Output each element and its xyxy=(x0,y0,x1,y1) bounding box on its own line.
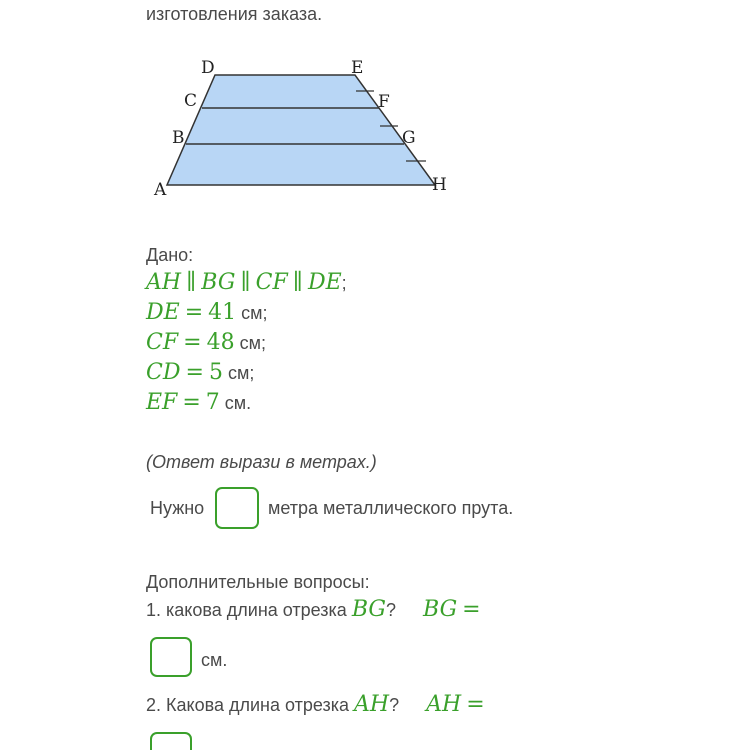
label-b: B xyxy=(172,128,185,148)
trapezoid-shape xyxy=(167,75,435,185)
bg-answer-unit: см. xyxy=(201,650,228,670)
trapezoid-figure xyxy=(140,50,470,210)
equals-sign: = xyxy=(183,330,202,355)
equals-sign: = xyxy=(185,360,204,385)
semicolon: ; xyxy=(341,273,347,293)
label-e: E xyxy=(351,58,364,78)
intro-text: изготовления заказа. xyxy=(146,4,323,24)
question-2-qmark: ? xyxy=(389,695,400,715)
answer-note: (Ответ вырази в метрах.) xyxy=(146,452,377,472)
question-2-rhs-var: AH xyxy=(426,692,462,717)
question-1-equals: = xyxy=(462,597,481,622)
given-cd-unit: см; xyxy=(222,363,255,383)
extra-heading: Дополнительные вопросы: xyxy=(146,572,370,592)
given-cf-value: 48 xyxy=(206,330,235,355)
ah-answer-input[interactable] xyxy=(150,732,192,750)
question-1-rhs-var: BG xyxy=(423,597,458,622)
question-2-text: 2. Какова длина отрезка xyxy=(146,695,350,715)
parallel-sign: ∥ xyxy=(240,270,251,295)
given-cf-unit: см; xyxy=(234,333,266,353)
bg-answer-input[interactable] xyxy=(150,637,192,677)
parallel-sign: ∥ xyxy=(292,270,303,295)
given-ef xyxy=(146,390,251,415)
question-1 xyxy=(146,597,481,622)
given-cf xyxy=(146,330,266,355)
label-f: F xyxy=(378,92,390,112)
given-de-unit: см; xyxy=(236,303,268,323)
question-1-text: 1. какова длина отрезка xyxy=(146,600,347,620)
given-ef-unit: см. xyxy=(219,393,252,413)
label-a: A xyxy=(154,180,167,200)
var-cf: CF xyxy=(255,270,288,295)
var-ah: AH xyxy=(146,270,182,295)
equals-sign: = xyxy=(184,300,204,325)
answer-prefix: Нужно xyxy=(150,498,205,518)
main-answer-input[interactable] xyxy=(215,487,259,529)
label-g: G xyxy=(402,128,416,148)
label-h: H xyxy=(432,175,447,195)
given-heading: Дано: xyxy=(146,245,194,265)
question-2 xyxy=(146,692,485,717)
label-d: D xyxy=(201,58,215,78)
given-de-value: 41 xyxy=(208,300,237,325)
given-de xyxy=(146,300,268,325)
given-parallel-line xyxy=(146,270,347,295)
var-de: DE xyxy=(307,270,342,295)
given-ef-lhs: EF xyxy=(146,390,178,415)
question-2-equals: = xyxy=(466,692,485,717)
given-ef-value: 7 xyxy=(205,390,220,415)
equals-sign: = xyxy=(182,390,201,415)
parallel-sign: ∥ xyxy=(186,270,197,295)
question-1-qmark: ? xyxy=(385,600,396,620)
question-1-var: BG xyxy=(351,597,386,622)
label-c: C xyxy=(184,91,198,111)
answer-suffix: метра металлического прута. xyxy=(268,498,514,518)
given-cd-lhs: CD xyxy=(146,360,181,385)
question-2-var: AH xyxy=(354,692,390,717)
given-cf-lhs: CF xyxy=(146,330,179,355)
var-bg: BG xyxy=(201,270,236,295)
given-cd-value: 5 xyxy=(208,360,223,385)
given-de-lhs: DE xyxy=(146,300,180,325)
given-cd xyxy=(146,360,254,385)
